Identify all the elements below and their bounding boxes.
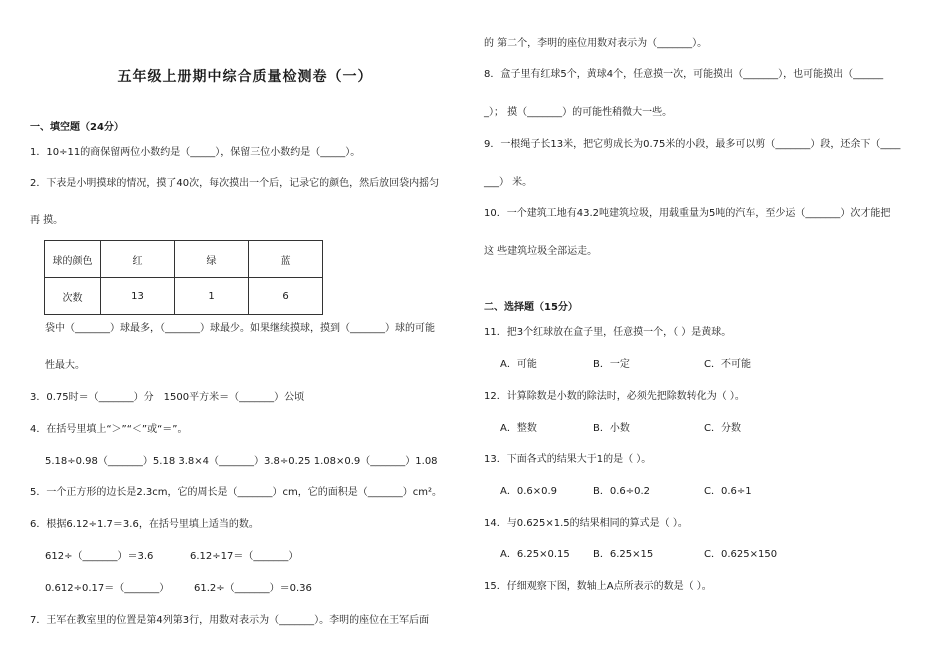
question-7-line-2: 的 第二个，李明的座位用数对表示为（_______）。 — [484, 38, 708, 49]
question-2-after-line-1: 袋中（_______）球最多，（_______）球最少。如果继续摸球，摸到（_______）球的可能 — [45, 323, 435, 334]
question-14-stem: 14．与0.625×1.5的结果相同的算式是（ ）。 — [484, 518, 688, 529]
question-11-option-c: C．不可能 — [704, 359, 751, 370]
table-cell: 红 — [101, 241, 175, 278]
question-12-option-b: B．小数 — [593, 423, 630, 434]
question-6-c: 0.612÷0.17＝（_______） — [45, 583, 170, 594]
question-8-line-1: 8．盒子里有红球5个，黄球4个，任意摸一次，可能摸出（_______），也可能摸出（______ — [484, 69, 884, 80]
question-14-option-b: B．6.25×15 — [593, 549, 654, 560]
question-1: 1．10÷11的商保留两位小数约是（_____），保留三位小数约是（_____）。 — [30, 147, 361, 158]
question-14-option-c: C．0.625×150 — [704, 549, 778, 560]
question-2-line-1: 2．下表是小明摸球的情况，摸了40次，每次摸出一个后，记录它的颜色，然后放回袋内摇匀 — [30, 178, 440, 189]
question-3: 3．0.75时＝（_______）分 1500平方米＝（_______）公顷 — [30, 392, 305, 403]
question-2-line-2: 再 摸。 — [30, 215, 64, 226]
table-cell: 球的颜色 — [45, 241, 101, 278]
section-2-heading: 二、选择题（15分） — [484, 302, 578, 313]
question-7-line-1: 7．王军在教室里的位置是第4列第3行，用数对表示为（_______）。李明的座位在王军后面 — [30, 615, 430, 626]
question-12-stem: 12．计算除数是小数的除法时，必须先把除数转化为（ ）。 — [484, 391, 745, 402]
question-11-stem: 11．把3个红球放在盒子里，任意摸一个，（ ）是黄球。 — [484, 327, 732, 338]
question-6-line-1: 6．根据6.12÷1.7＝3.6，在括号里填上适当的数。 — [30, 519, 259, 530]
question-6-d: 61.2÷（_______）＝0.36 — [194, 583, 312, 594]
question-13-option-a: A．0.6×0.9 — [500, 486, 558, 497]
page-title: 五年级上册期中综合质量检测卷（一） — [117, 69, 373, 85]
question-9-line-2: ___） 米。 — [484, 177, 533, 188]
question-12-option-c: C．分数 — [704, 423, 741, 434]
question-4-line-2: 5.18÷0.98（_______）5.18 3.8×4（_______）3.8÷0.25 1.08×0.9（_______）1.08 — [45, 456, 438, 467]
question-6-a: 612÷（_______）＝3.6 — [45, 551, 154, 562]
table-cell: 6 — [249, 278, 323, 315]
table-row — [45, 278, 323, 315]
ball-count-table — [44, 240, 323, 315]
question-13-option-b: B．0.6÷0.2 — [593, 486, 651, 497]
table-cell: 蓝 — [249, 241, 323, 278]
table-header-row — [45, 241, 323, 278]
question-14-option-a: A．6.25×0.15 — [500, 549, 570, 560]
table-cell: 13 — [101, 278, 175, 315]
question-9-line-1: 9．一根绳子长13米，把它剪成长为0.75米的小段，最多可以剪（_______）段，还余下（____ — [484, 139, 901, 150]
question-12-option-a: A．整数 — [500, 423, 537, 434]
question-10-line-1: 10．一个建筑工地有43.2吨建筑垃圾，用载重量为5吨的汽车，至少运（_______）次才能把 — [484, 208, 891, 219]
question-15-stem: 15．仔细观察下图，数轴上A点所表示的数是（ ）。 — [484, 581, 712, 592]
question-8-line-2: _）； 摸（_______）的可能性稍微大一些。 — [484, 107, 673, 118]
question-11-option-a: A．可能 — [500, 359, 537, 370]
table-cell: 绿 — [175, 241, 249, 278]
question-2-after-line-2: 性最大。 — [45, 360, 85, 371]
question-10-line-2: 这 些建筑垃圾全部运走。 — [484, 246, 598, 257]
question-4-line-1: 4．在括号里填上“＞”“＜”或“＝”。 — [30, 424, 188, 435]
question-13-option-c: C．0.6÷1 — [704, 486, 752, 497]
question-13-stem: 13．下面各式的结果大于1的是（ ）。 — [484, 454, 652, 465]
question-5: 5．一个正方形的边长是2.3cm，它的周长是（_______）cm，它的面积是（_______）cm²。 — [30, 487, 442, 498]
section-1-heading: 一、填空题（24分） — [30, 122, 124, 133]
question-11-option-b: B．一定 — [593, 359, 630, 370]
table-cell: 1 — [175, 278, 249, 315]
table-cell: 次数 — [45, 278, 101, 315]
question-6-b: 6.12÷17＝（_______） — [190, 551, 299, 562]
